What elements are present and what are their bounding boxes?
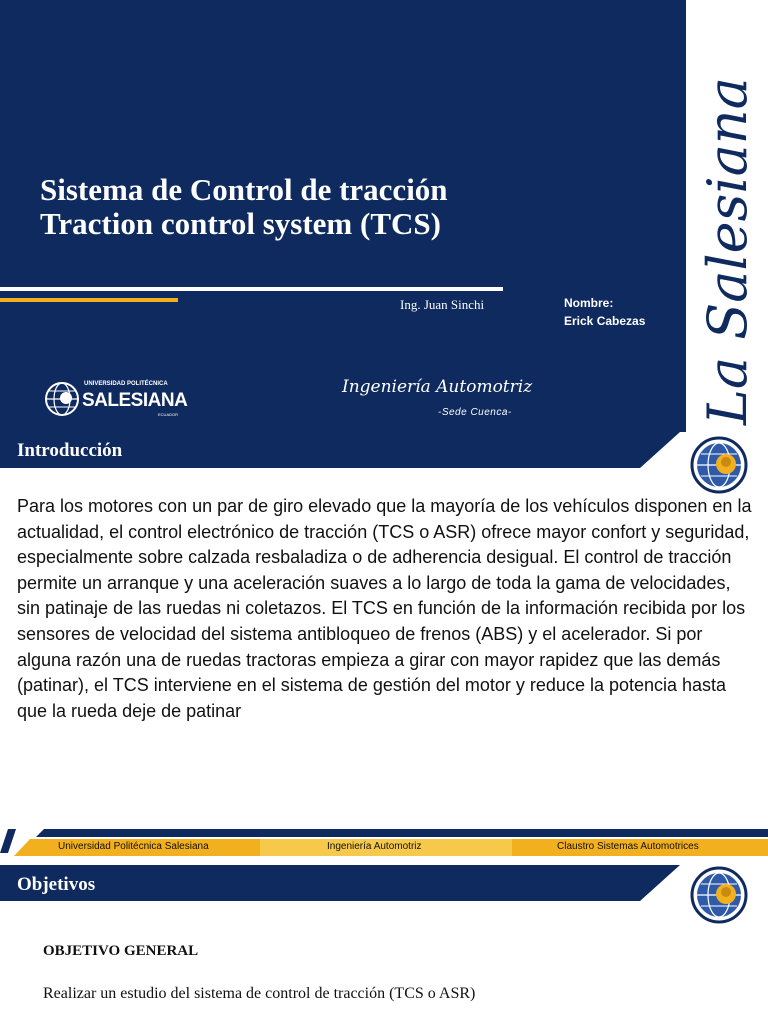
slide-title-line1: Sistema de Control de tracción [40,172,448,207]
campus-label: -Sede Cuenca- [438,407,512,418]
footer-cloister: Claustro Sistemas Automotrices [557,841,699,852]
side-script-text: La Salesiana [696,77,759,425]
objectives-heading: Objetivos [17,874,96,895]
slide-title-line2: Traction control system (TCS) [40,206,441,241]
footer-university: Universidad Politécnica Salesiana [58,841,209,852]
globe-crest-icon [689,435,749,495]
side-script-logo [686,0,768,432]
university-logo-text: SALESIANA [82,390,188,411]
gold-rule [0,298,178,302]
department-script: Ingeniería Automotriz [342,377,533,397]
intro-heading: Introducción [17,440,123,461]
student-name-label: Nombre: [564,296,614,310]
student-name: Erick Cabezas [564,314,646,328]
university-logo-small-text: UNIVERSIDAD POLITÉCNICA [84,381,168,387]
footer-department: Ingeniería Automotriz [327,841,422,852]
slide-title [40,173,448,241]
intro-body-text: Para los motores con un par de giro elevado que la mayoría de los vehículos disponen en la actualidad, el control electrónico de tracción (TCS o ASR) ofrece mayor confort y seguridad, especialmente sobre calzada resbaladiza o de adherencia desigual. El control de tracción permite un arranque y una aceleración suaves a lo largo de toda la gama de velocidades, sin patinaje de las ruedas ni coletazos. El TCS en función de la información recibida por los sensores de velocidad del sistema antibloqueo de frenos (ABS) y el acelerador. Si por alguna razón una de ruedas tractoras empieza a girar con mayor rapidez que las demás (patinar), el TCS interviene en el sistema de gestión del motor y reduce la potencia hasta que la rueda deje de patinar [17,496,752,721]
instructor-name: Ing. Juan Sinchi [400,297,485,312]
objective-general-text: Realizar un estudio del sistema de control de tracción (TCS o ASR) [43,985,476,1002]
white-rule [0,287,503,291]
university-crest-icon [44,381,80,417]
university-logo-country: ECUADOR [158,412,179,417]
objectives-header-band [0,865,768,901]
globe-crest-icon [689,865,749,925]
title-slide [0,0,768,432]
objective-general-label: OBJETIVO GENERAL [43,943,199,959]
